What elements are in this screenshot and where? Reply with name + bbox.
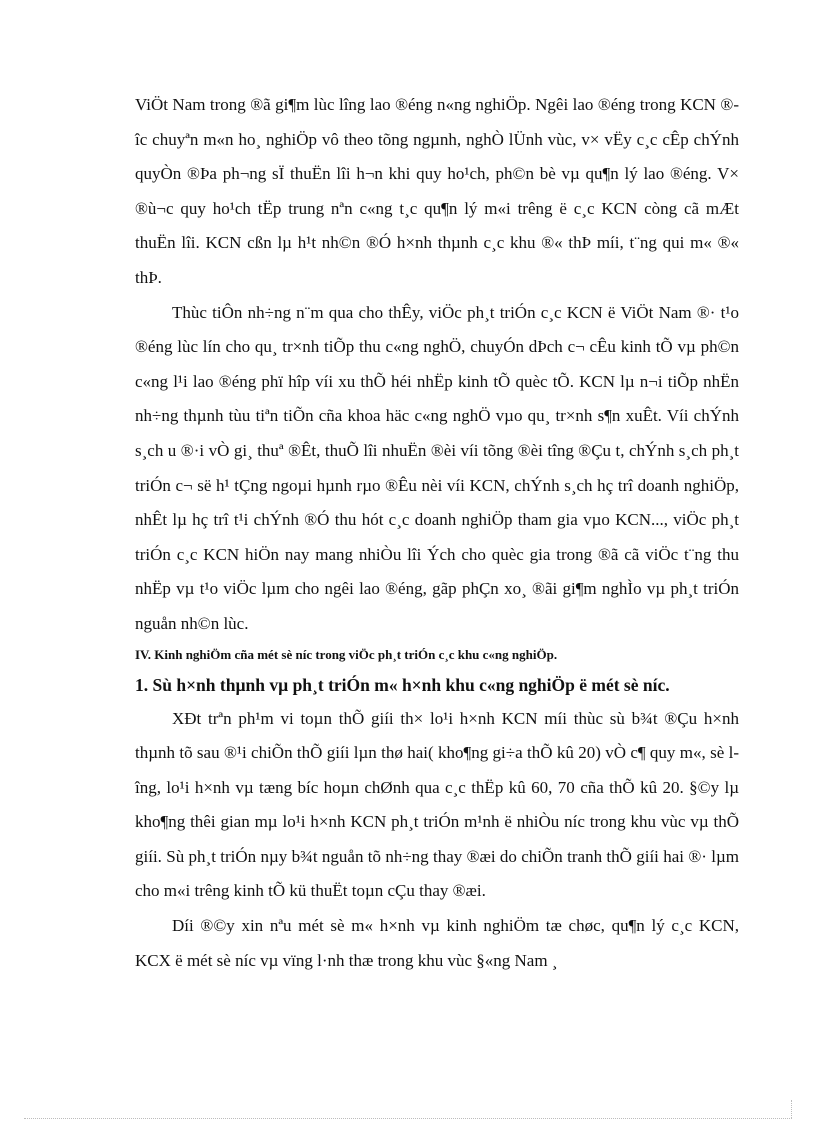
paragraph-2: Thùc tiÔn nh÷ng n¨m qua cho thÊy, viÖc ph¸t triÓn c¸c KCN ë ViÖt Nam ®· t¹o ®éng lùc lín cho qu¸ tr×nh tiÕp thu c«ng nghÖ, chuyÓn dÞch c¬ cÊu kinh tÕ vµ ph©n c«ng l¹i lao ®éng phï hîp víi xu thÕ héi nhËp kinh tÕ quèc tÕ. KCN lµ n¬i tiÕp nhËn nh÷ng thµnh tùu tiªn tiÕn cña khoa häc c«ng nghÖ vµo qu¸ tr×nh s¶n xuÊt. Víi chÝnh s¸ch u ®·i vÒ gi¸ thuª ®Êt, thuÕ lîi nhuËn ®èi víi tõng ®èi tîng ®Çu t, chÝnh s¸ch ph¸t triÓn c¬ së h¹ tÇng ngoµi hµnh rµo ®Êu nèi víi KCN, chÝnh s¸ch hç trî doanh nghiÖp, nhÊt lµ hç trî t¹i chÝnh ®Ó thu hót c¸c doanh nghiÖp tham gia vµo KCN..., viÖc ph¸t triÓn c¸c KCN hiÖn nay mang nhiÒu lîi Ých cho quèc gia trong ®ã cã viÖc t¨ng thu nhËp vµ t¹o viÖc lµm cho ngêi lao ®éng, gãp phÇn xo¸ ®ãi gi¶m nghÌo vµ ph¸t triÓn nguån nh©n lùc. bbox=[135, 302, 739, 633]
section-heading-iv: IV. Kinh nghiÖm cña mét sè níc trong viÖc ph¸t triÓn c¸c khu c«ng nghiÖp. bbox=[135, 646, 558, 662]
subsection-heading-1: 1. Sù h×nh thµnh vµ ph¸t triÓn m« h×nh khu c«ng nghiÖp ë mét sè níc. bbox=[135, 674, 670, 695]
paragraph-1: ViÖt Nam trong ®ã gi¶m lùc lîng lao ®éng n«ng nghiÖp. Ngêi lao ®éng trong KCN ®îc chuyªn m«n ho¸ nghiÖp vô theo tõng ngµnh, nghÒ lÜnh vùc, v× vËy c¸c cÊp chÝnh quyÒn ®Þa ph¬ng sÏ thuËn lîi h¬n khi quy ho¹ch, ph©n bè vµ qu¶n lý lao ®éng. V× ®ù¬c quy ho¹ch tËp trung nªn c«ng t¸c qu¶n lý m«i trêng ë c¸c KCN còng cã mÆt thuËn lîi. KCN cßn lµ h¹t nh©n ®Ó h×nh thµnh c¸c khu ®« thÞ míi, t¨ng qui m« ®« thÞ. bbox=[135, 95, 739, 287]
document-body bbox=[135, 88, 739, 978]
page-bottom-rule bbox=[24, 1118, 792, 1119]
paragraph-3: XÐt trªn ph¹m vi toµn thÕ giíi th× lo¹i h×nh KCN míi thùc sù b¾t ®Çu h×nh thµnh tõ sau ®¹i chiÕn thÕ giíi lµn thø hai( kho¶ng gi÷a thÕ kû 20) vÒ c¶ quy m«, sè lîng, lo¹i h×nh vµ tæng bíc hoµn chØnh qua c¸c thËp kû 60, 70 cña thÕ kû 20. §©y lµ kho¶ng thêi gian mµ lo¹i h×nh KCN ph¸t triÓn m¹nh ë nhiÒu níc trong khu vùc vµ thÕ giíi. Sù ph¸t triÓn nµy b¾t nguån tõ nh÷ng thay ®æi do chiÕn tranh thÕ giíi hai ®· lµm cho m«i trêng kinh tÕ kü thuËt toµn cÇu thay ®æi. bbox=[135, 708, 739, 901]
paragraph-4: Díi ®©y xin nªu mét sè m« h×nh vµ kinh nghiÖm tæ chøc, qu¶n lý c¸c KCN, KCX ë mét sè níc vµ vïng l·nh thæ trong khu vùc §«ng Nam ¸ bbox=[135, 916, 739, 970]
page-corner-rule bbox=[791, 1100, 792, 1118]
